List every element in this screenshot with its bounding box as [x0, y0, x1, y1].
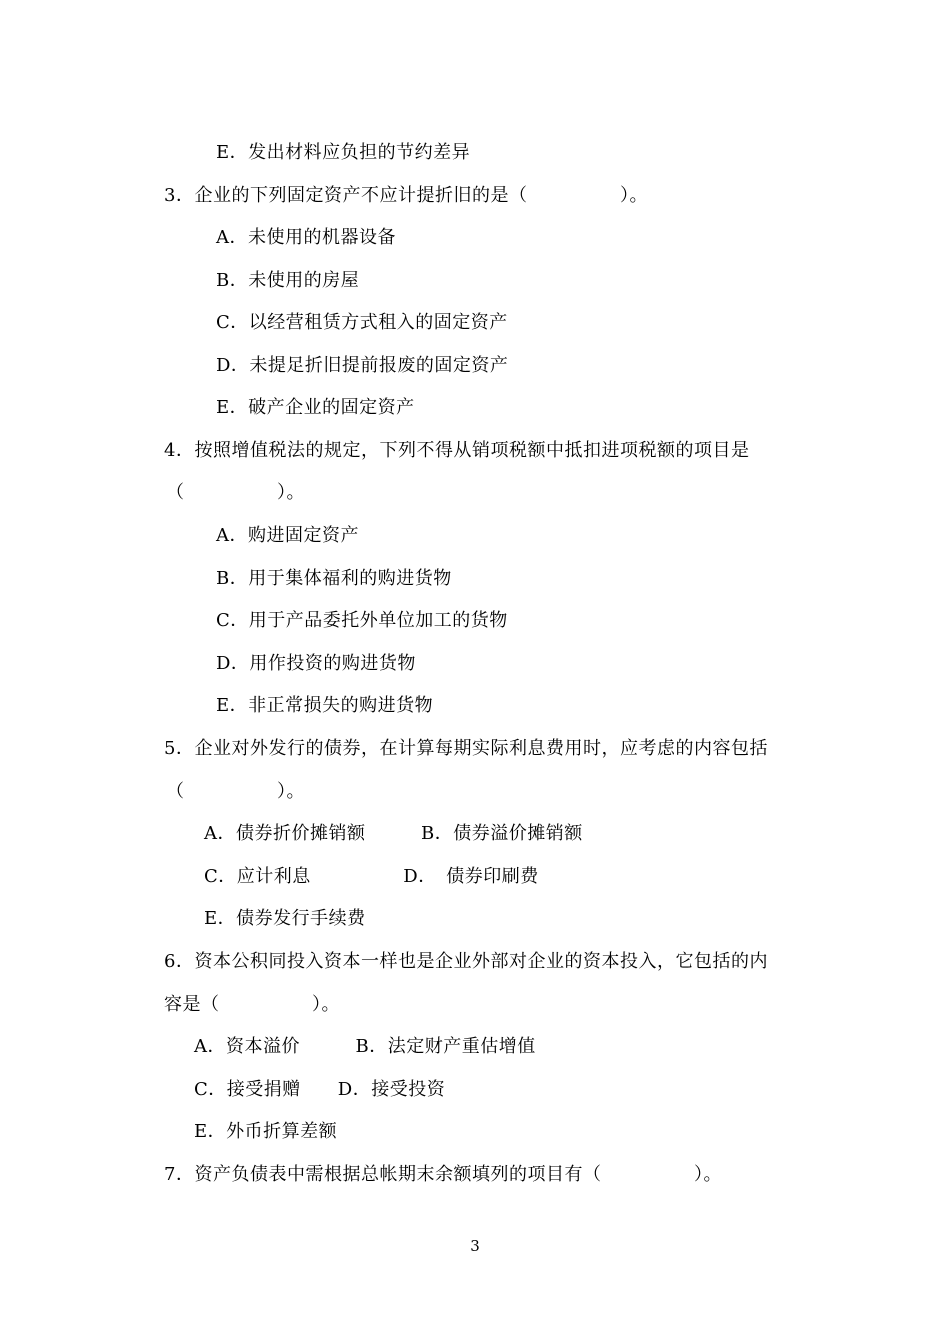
q6-options-a-b: A．资本溢价 B．法定财产重估增值 [194, 1036, 536, 1057]
q3-option-e: E．破产企业的固定资产 [216, 397, 415, 418]
question-5-continued: （ ）。 [166, 781, 305, 802]
question-6: 6．资本公积同投入资本一样也是企业外部对企业的资本投入，它包括的内 [164, 951, 768, 972]
question-4-continued: （ ）。 [166, 482, 305, 503]
question-6-continued: 容是（ ）。 [164, 994, 340, 1015]
question-5: 5．企业对外发行的债券，在计算每期实际利息费用时，应考虑的内容包括 [164, 738, 768, 759]
question-7: 7．资产负债表中需根据总帐期末余额填列的项目有（ ）。 [164, 1164, 722, 1185]
q6-options-c-d: C．接受捐赠 D．接受投资 [194, 1079, 446, 1100]
question-4: 4．按照增值税法的规定，下列不得从销项税额中抵扣进项税额的项目是 [164, 440, 750, 461]
q4-option-b: B．用于集体福利的购进货物 [216, 568, 452, 589]
page-number: 3 [470, 1237, 480, 1255]
question-3: 3．企业的下列固定资产不应计提折旧的是（ ）。 [164, 185, 648, 206]
q2-option-e: E．发出材料应负担的节约差异 [216, 142, 471, 163]
q5-options-a-b: A．债券折价摊销额 B．债券溢价摊销额 [204, 823, 583, 844]
q4-option-c: C．用于产品委托外单位加工的货物 [216, 610, 508, 631]
q3-option-c: C．以经营租赁方式租入的固定资产 [216, 312, 508, 333]
q5-options-c-d: C．应计利息 D． 债券印刷费 [204, 866, 539, 887]
q3-option-a: A．未使用的机器设备 [216, 227, 396, 248]
q6-option-e: E．外币折算差额 [194, 1121, 338, 1142]
q3-option-d: D．未提足折旧提前报废的固定资产 [216, 355, 509, 376]
q3-option-b: B．未使用的房屋 [216, 270, 360, 291]
q5-option-e: E．债券发行手续费 [204, 908, 366, 929]
q4-option-d: D．用作投资的购进货物 [216, 653, 416, 674]
q4-option-a: A．购进固定资产 [216, 525, 359, 546]
q4-option-e: E．非正常损失的购进货物 [216, 695, 434, 716]
